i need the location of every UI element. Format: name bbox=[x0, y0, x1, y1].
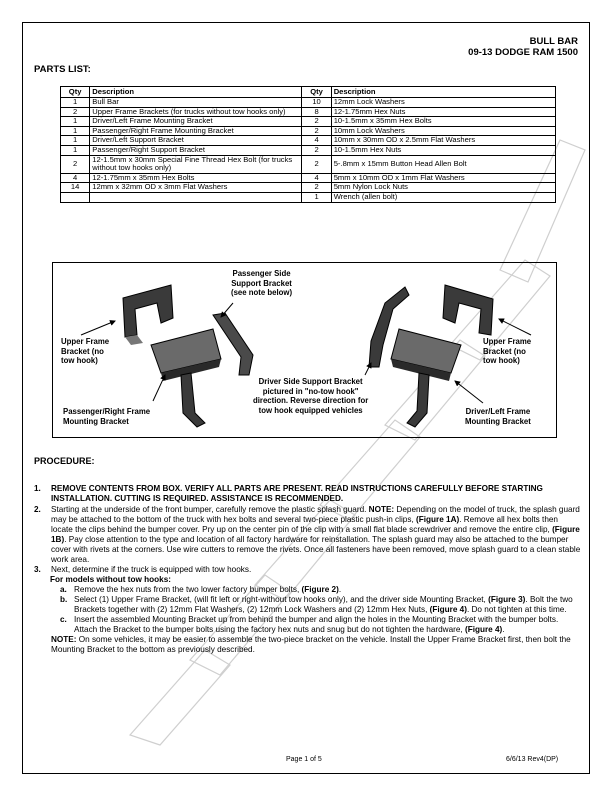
label-driver-mount bbox=[465, 407, 531, 426]
step-text: . Bolt the two Brackets together with (2) 12mm Flat Washers, (2) 12mm Lock Washers and (2) 12mm Hex Nuts, bbox=[74, 595, 573, 614]
table-row bbox=[61, 145, 556, 155]
step-text: . bbox=[338, 585, 342, 594]
note-label: NOTE: bbox=[368, 505, 395, 514]
step-3 bbox=[34, 565, 582, 575]
parts-list-title: PARTS LIST: bbox=[34, 64, 91, 75]
description-cell: Passenger/Right Support Bracket bbox=[90, 145, 302, 155]
step-text: . Pay close attention to the type and location of all factory hardware for reinstallation. The splash guard may also be attached to the bumper cover with rivets at the corners. Use wire cutters to remove the rivets. Once all fasteners have been removed, move splash guard to a clean stable work area. bbox=[51, 535, 581, 564]
step-number: 2. bbox=[34, 505, 41, 514]
parts-table bbox=[60, 86, 556, 203]
label-line: Passenger Side bbox=[232, 269, 291, 278]
description-cell: Wrench (allen bolt) bbox=[331, 192, 555, 202]
figure-ref: (Figure 4) bbox=[429, 605, 467, 614]
step-text: REMOVE CONTENTS FROM BOX. VERIFY ALL PARTS ARE PRESENT. READ INSTRUCTIONS CAREFULLY BEFORE STARTING INSTALLATION. CUTTING IS REQUIRED. ASSISTANCE IS RECOMMENDED. bbox=[51, 484, 543, 503]
description-header: Description bbox=[331, 87, 555, 98]
note-text: On some vehicles, it may be easier to assemble the two-piece bracket on the vehicle. Install the Upper Frame Bracket first, then bolt the Mounting Bracket to the bottom as previously described. bbox=[51, 635, 571, 654]
step-text: Remove the hex nuts from the two lower factory bumper bolts, bbox=[74, 585, 302, 594]
qty-cell: 1 bbox=[61, 145, 90, 155]
figure-ref: (Figure 2) bbox=[301, 585, 339, 594]
figure-ref: (Figure 4) bbox=[464, 625, 503, 634]
table-row bbox=[61, 117, 556, 127]
header-model: 09-13 DODGE RAM 1500 bbox=[468, 47, 578, 58]
substep-letter: b. bbox=[60, 595, 68, 604]
description-cell: 12-1.75mm x 35mm Hex Bolts bbox=[90, 173, 302, 183]
label-line: Driver/Left Frame bbox=[465, 407, 531, 416]
description-cell: 5mm Nylon Lock Nuts bbox=[331, 183, 555, 193]
qty-cell: 2 bbox=[61, 155, 90, 173]
qty-cell: 8 bbox=[302, 107, 331, 117]
label-line: direction. Reverse direction for bbox=[253, 396, 369, 405]
table-row bbox=[61, 155, 556, 173]
label-line: Support Bracket bbox=[231, 278, 292, 288]
label-line: Passenger/Right Frame bbox=[63, 407, 151, 416]
label-line: tow hook) bbox=[61, 356, 98, 365]
description-cell: 12mm x 32mm OD x 3mm Flat Washers bbox=[90, 183, 302, 193]
qty-cell: 2 bbox=[302, 117, 331, 127]
figure-ref: (Figure 1B) bbox=[51, 525, 580, 544]
table-header-row bbox=[61, 87, 556, 98]
qty-cell: 14 bbox=[61, 183, 90, 193]
qty-cell: 2 bbox=[302, 183, 331, 193]
substep-c bbox=[34, 615, 582, 635]
figure-ref: (Figure 3) bbox=[488, 595, 526, 604]
revision-date: 6/6/13 Rev4(DP) bbox=[506, 756, 559, 763]
qty-cell: 4 bbox=[302, 136, 331, 146]
figure-ref: (Figure 1A) bbox=[416, 515, 460, 524]
substep-b bbox=[34, 595, 582, 615]
driver-mounting-bracket bbox=[391, 329, 461, 427]
qty-cell: 1 bbox=[61, 117, 90, 127]
table-row bbox=[61, 192, 556, 202]
description-cell: Passenger/Right Frame Mounting Bracket bbox=[90, 126, 302, 136]
substep-letter: a. bbox=[60, 585, 67, 594]
label-line: Bracket (no bbox=[483, 346, 526, 356]
qty-cell: 2 bbox=[61, 107, 90, 117]
label-line: Driver Side Support Bracket bbox=[258, 377, 363, 386]
description-cell: 5mm x 10mm OD x 1mm Flat Washers bbox=[331, 173, 555, 183]
description-cell: 12-1.5mm x 30mm Special Fine Thread Hex Bolt (for trucks without tow hooks only) bbox=[90, 155, 302, 173]
step-number: 3. bbox=[34, 565, 41, 574]
qty-header: Qty bbox=[302, 87, 331, 98]
description-header: Description bbox=[90, 87, 302, 98]
qty-cell: 4 bbox=[61, 173, 90, 183]
step-text: . bbox=[502, 625, 505, 634]
label-line: pictured in "no-tow hook" bbox=[262, 386, 359, 396]
step-2 bbox=[34, 505, 582, 565]
step-1 bbox=[34, 484, 582, 504]
label-upper-frame-left bbox=[61, 337, 109, 366]
header-title: BULL BAR bbox=[529, 36, 578, 47]
step-text: . Do not tighten at this time. bbox=[466, 605, 567, 614]
label-line: Upper Frame bbox=[61, 337, 110, 346]
description-cell bbox=[90, 192, 302, 202]
label-line: tow hook equipped vehicles bbox=[258, 405, 363, 415]
description-cell: 10-1.5mm x 35mm Hex Bolts bbox=[331, 117, 555, 127]
qty-cell: 4 bbox=[302, 173, 331, 183]
qty-cell: 1 bbox=[61, 98, 90, 108]
step-text: Select (1) Upper Frame Bracket, (will fit left or right-without tow hooks only), and the driver side Mounting Bracket, bbox=[74, 595, 489, 604]
passenger-mounting-bracket bbox=[151, 329, 221, 427]
description-cell: 12-1.75mm Hex Nuts bbox=[331, 107, 555, 117]
document-header bbox=[468, 36, 578, 58]
upper-frame-bracket-left bbox=[123, 285, 173, 345]
qty-cell: 1 bbox=[61, 126, 90, 136]
qty-cell: 2 bbox=[302, 155, 331, 173]
step-text: Starting at the underside of the front bumper, carefully remove the plastic splash guard. bbox=[51, 505, 369, 514]
label-upper-frame-right bbox=[483, 337, 531, 366]
label-line: Bracket (no bbox=[61, 346, 104, 356]
step-text: Insert the assembled Mounting Bracket up from behind the bumper and align the holes in the Mounting Bracket with the bumper bolts. Attach the Bracket to the bumper bolts using the factory hex nuts and snug but do not tighten the hardware, bbox=[74, 615, 559, 634]
label-passenger-support bbox=[231, 269, 292, 298]
qty-cell bbox=[61, 192, 90, 202]
procedure-steps bbox=[34, 484, 582, 655]
description-cell: 5-.8mm x 15mm Button Head Allen Bolt bbox=[331, 155, 555, 173]
step-text: Next, determine if the truck is equipped with tow hooks. bbox=[51, 565, 252, 574]
page-number: Page 1 of 5 bbox=[286, 756, 322, 763]
qty-header: Qty bbox=[61, 87, 90, 98]
label-line: (see note below) bbox=[231, 288, 293, 297]
qty-cell: 10 bbox=[302, 98, 331, 108]
step-text: . Remove all hex bolts then locate the clips behind the bumper cover. Pry up on the center pin of the clip with a small flat blade screwdriver and remove the entire clip, bbox=[51, 515, 558, 534]
label-passenger-mount bbox=[63, 407, 150, 426]
description-cell: 12mm Lock Washers bbox=[331, 98, 555, 108]
note-label: NOTE: bbox=[51, 635, 77, 644]
qty-cell: 1 bbox=[302, 192, 331, 202]
description-cell: 10-1.5mm Hex Nuts bbox=[331, 145, 555, 155]
description-cell: 10mm Lock Washers bbox=[331, 126, 555, 136]
procedure-title: PROCEDURE: bbox=[34, 456, 95, 466]
label-line: Mounting Bracket bbox=[63, 416, 129, 426]
note-paragraph bbox=[34, 635, 582, 655]
substep-a bbox=[34, 585, 582, 595]
label-line: Mounting Bracket bbox=[465, 416, 531, 426]
label-driver-support bbox=[253, 377, 368, 415]
step-number: 1. bbox=[34, 484, 41, 493]
qty-cell: 1 bbox=[61, 136, 90, 146]
label-line: tow hook) bbox=[483, 356, 520, 365]
table-row bbox=[61, 183, 556, 193]
qty-cell: 2 bbox=[302, 145, 331, 155]
substep-letter: c. bbox=[60, 615, 67, 624]
description-cell: Driver/Left Support Bracket bbox=[90, 136, 302, 146]
qty-cell: 2 bbox=[302, 126, 331, 136]
upper-frame-bracket-right bbox=[443, 285, 493, 335]
description-cell: Driver/Left Frame Mounting Bracket bbox=[90, 117, 302, 127]
description-cell: 10mm x 30mm OD x 2.5mm Flat Washers bbox=[331, 136, 555, 146]
label-line: Upper Frame bbox=[483, 337, 532, 346]
description-cell: Upper Frame Brackets (for trucks without tow hooks only) bbox=[90, 107, 302, 117]
subheading-no-tow-hooks: For models without tow hooks: bbox=[50, 575, 171, 584]
step-text: Depending on the model of truck, the splash guard may be attached to the bottom of the truck with hex bolts and several two-piece plastic push-in clips, bbox=[51, 505, 580, 524]
table-row bbox=[61, 98, 556, 108]
description-cell: Bull Bar bbox=[90, 98, 302, 108]
parts-figure bbox=[52, 262, 557, 438]
